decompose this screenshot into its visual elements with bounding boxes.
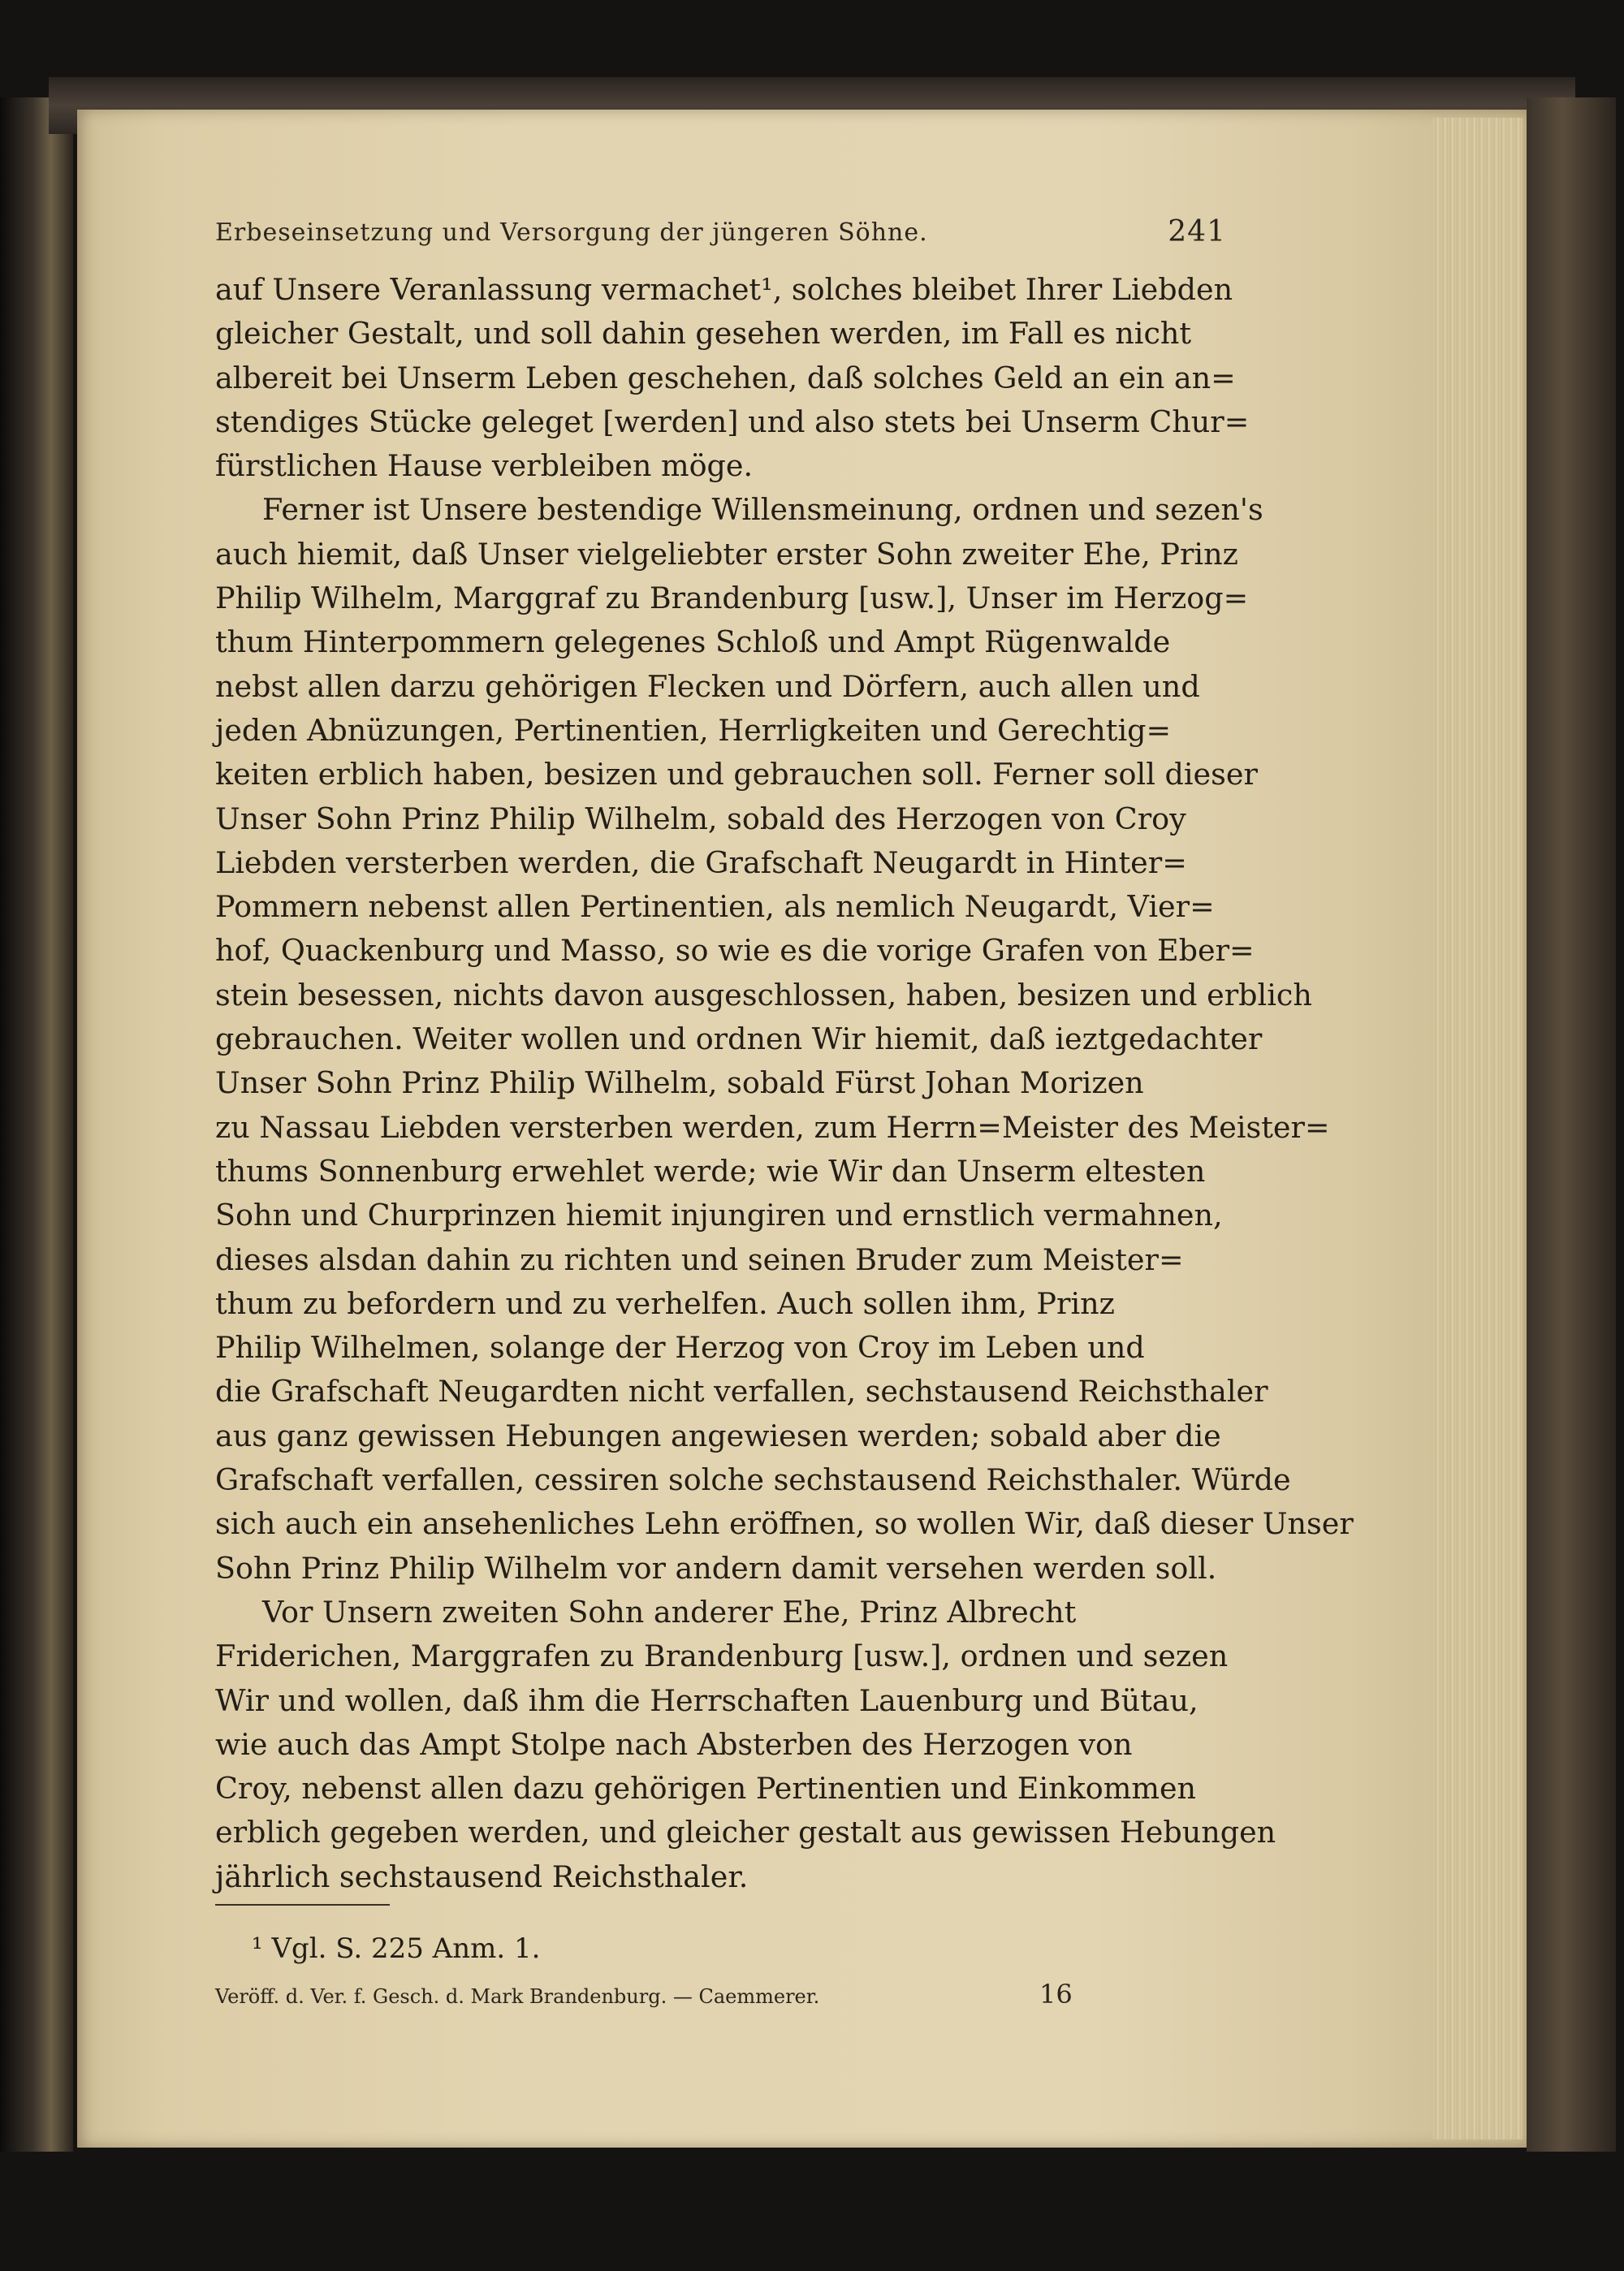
text-line: gleicher Gestalt, und soll dahin gesehen werden, im Fall es nicht	[215, 316, 1192, 352]
footnote-rule	[215, 1904, 390, 1906]
text-line: Pommern nebenst allen Pertinentien, als nemlich Neugardt, Vier=	[215, 889, 1215, 925]
text-line: gebrauchen. Weiter wollen und ordnen Wir hiemit, daß ieztgedachter	[215, 1021, 1263, 1057]
text-line: Sohn Prinz Philip Wilhelm vor andern damit versehen werden soll.	[215, 1550, 1217, 1586]
body-text	[215, 268, 1354, 1899]
text-line: Friderichen, Marggrafen zu Brandenburg [usw.], ordnen und sezen	[215, 1638, 1229, 1674]
text-line: jährlich sechstausend Reichsthaler.	[215, 1859, 749, 1894]
text-line: aus ganz gewissen Hebungen angewiesen werden; sobald aber die	[215, 1418, 1221, 1453]
text-line: thum zu befordern und zu verhelfen. Auch sollen ihm, Prinz	[215, 1285, 1115, 1321]
text-line: auch hiemit, daß Unser vielgeliebter erster Sohn zweiter Ehe, Prinz	[215, 536, 1238, 572]
text-line: Grafschaft verfallen, cessiren solche sechstausend Reichsthaler. Würde	[215, 1462, 1291, 1498]
text-line: Vor Unsern zweiten Sohn anderer Ehe, Prinz Albrecht	[262, 1594, 1077, 1630]
text-line: Ferner ist Unsere bestendige Willensmeinung, ordnen und sezen's	[262, 492, 1263, 528]
text-line: stendiges Stücke geleget [werden] und also stets bei Unserm Chur=	[215, 404, 1250, 439]
running-head	[215, 207, 1226, 256]
text-line: die Grafschaft Neugardten nicht verfallen, sechstausend Reichsthaler	[215, 1374, 1268, 1410]
book-binding	[0, 97, 73, 2152]
text-line: nebst allen darzu gehörigen Flecken und Dörfern, auch allen und	[215, 668, 1200, 704]
text-line: Unser Sohn Prinz Philip Wilhelm, sobald des Herzogen von Croy	[215, 801, 1186, 836]
signature-text: Veröff. d. Ver. f. Gesch. d. Mark Brandenburg. — Caemmerer.	[215, 1985, 820, 2008]
text-line: Croy, nebenst allen dazu gehörigen Pertinentien und Einkommen	[215, 1771, 1197, 1807]
book-cover-right	[1527, 97, 1616, 2152]
text-line: dieses alsdan dahin zu richten und seinen Bruder zum Meister=	[215, 1241, 1184, 1277]
signature-line	[215, 1977, 1073, 2018]
text-line: Liebden versterben werden, die Grafschaft Neugardt in Hinter=	[215, 844, 1187, 880]
text-line: sich auch ein ansehenliches Lehn eröffnen, so wollen Wir, daß dieser Unser	[215, 1506, 1354, 1542]
text-line: thum Hinterpommern gelegenes Schloß und Ampt Rügenwalde	[215, 624, 1171, 660]
book-page	[77, 110, 1527, 2148]
text-line: Philip Wilhelmen, solange der Herzog von Croy im Leben und	[215, 1330, 1145, 1366]
text-line: hof, Quackenburg und Masso, so wie es die vorige Grafen von Eber=	[215, 933, 1255, 969]
running-head-title: Erbeseinsetzung und Versorgung der jüngeren Söhne.	[215, 218, 928, 247]
text-line: Philip Wilhelm, Marggraf zu Brandenburg [usw.], Unser im Herzog=	[215, 581, 1249, 616]
text-line: stein besessen, nichts davon ausgeschlossen, haben, besizen und erblich	[215, 977, 1312, 1012]
text-line: wie auch das Ampt Stolpe nach Absterben des Herzogen von	[215, 1726, 1133, 1762]
footnote: ¹ Vgl. S. 225 Anm. 1.	[252, 1932, 541, 1965]
text-line: jeden Abnüzungen, Pertinentien, Herrligkeiten und Gerechtig=	[215, 712, 1172, 748]
text-line: zu Nassau Liebden versterben werden, zum Herrn=Meister des Meister=	[215, 1109, 1330, 1145]
page-edges	[1433, 118, 1522, 2139]
page-number: 241	[1168, 215, 1226, 248]
text-line: thums Sonnenburg erwehlet werde; wie Wir dan Unserm eltesten	[215, 1153, 1206, 1189]
text-line: Sohn und Churprinzen hiemit injungiren und ernstlich vermahnen,	[215, 1198, 1223, 1233]
text-line: Unser Sohn Prinz Philip Wilhelm, sobald Fürst Johan Morizen	[215, 1065, 1144, 1101]
text-line: auf Unsere Veranlassung vermachet¹, solches bleibet Ihrer Liebden	[215, 272, 1233, 307]
text-line: albereit bei Unserm Leben geschehen, daß solches Geld an ein an=	[215, 360, 1236, 395]
text-line: erblich gegeben werden, und gleicher gestalt aus gewissen Hebungen	[215, 1815, 1276, 1850]
signature-number: 16	[1039, 1979, 1073, 2010]
text-line: fürstlichen Hause verbleiben möge.	[215, 448, 754, 484]
text-line: keiten erblich haben, besizen und gebrauchen soll. Ferner soll dieser	[215, 757, 1258, 792]
text-line: Wir und wollen, daß ihm die Herrschaften Lauenburg und Bütau,	[215, 1682, 1199, 1718]
